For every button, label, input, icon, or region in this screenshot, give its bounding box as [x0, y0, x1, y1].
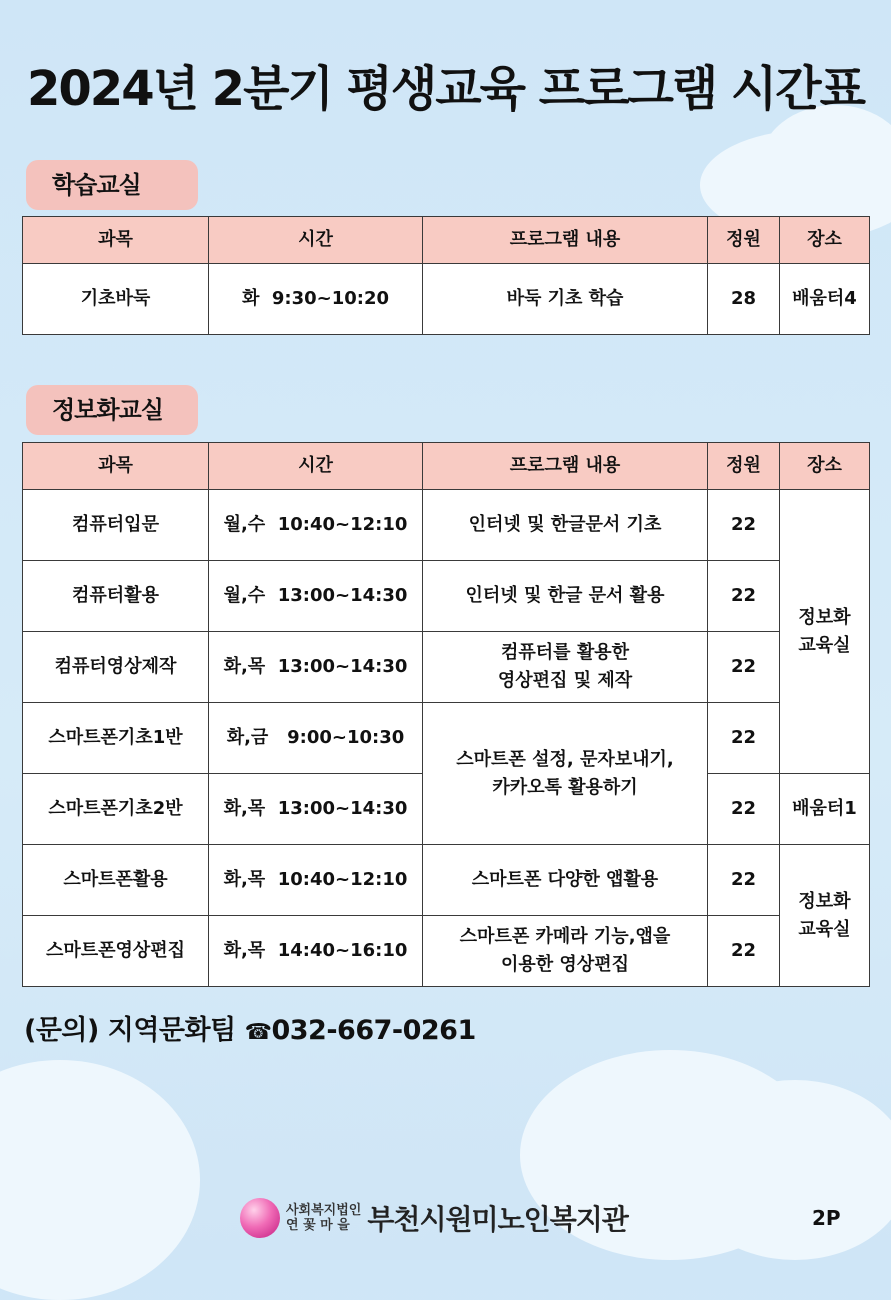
cell-content: 바둑 기초 학습 — [423, 264, 708, 335]
cell-time: 화,목 13:00~14:30 — [209, 774, 423, 845]
table-row — [23, 561, 870, 632]
content-line: 컴퓨터를 활용한 — [501, 642, 629, 664]
column-header-time: 시간 — [209, 443, 423, 490]
cell-content — [423, 632, 708, 703]
column-header-time: 시간 — [209, 217, 423, 264]
cell-time: 월,수 13:00~14:30 — [209, 561, 423, 632]
cell-capacity: 22 — [708, 703, 780, 774]
cloud-decoration — [0, 1060, 200, 1300]
cell-content-merged — [423, 703, 708, 845]
cell-subject: 컴퓨터영상제작 — [23, 632, 209, 703]
table-row — [23, 632, 870, 703]
cell-content — [423, 916, 708, 987]
cell-capacity: 22 — [708, 632, 780, 703]
foundation-line: 사회복지법인 — [286, 1203, 362, 1218]
table-row — [23, 490, 870, 561]
column-header-place: 장소 — [780, 217, 870, 264]
cell-subject: 컴퓨터입문 — [23, 490, 209, 561]
cell-subject: 스마트폰영상편집 — [23, 916, 209, 987]
content-line: 스마트폰 카메라 기능,앱을 — [459, 926, 671, 948]
column-header-subject: 과목 — [23, 443, 209, 490]
content-line: 이용한 영상편집 — [501, 954, 629, 975]
content-line: 카카오톡 활용하기 — [492, 776, 638, 798]
cell-capacity: 22 — [708, 916, 780, 987]
foundation-name — [286, 1203, 361, 1233]
column-header-capacity: 정원 — [708, 443, 780, 490]
cell-subject: 기초바둑 — [23, 264, 209, 335]
content-line: 영상편집 및 제작 — [497, 670, 633, 691]
cell-place: 배움터4 — [780, 264, 870, 335]
contact-info — [24, 1008, 476, 1047]
learning-table — [22, 216, 870, 335]
phone-icon: ☎ — [244, 1020, 272, 1045]
center-name: 부천시원미노인복지관 — [367, 1203, 628, 1236]
column-header-place: 장소 — [780, 443, 870, 490]
content-line: 스마트폰 설정, 문자보내기, — [456, 748, 674, 770]
column-header-content: 프로그램 내용 — [423, 443, 708, 490]
cell-time: 화,목 10:40~12:10 — [209, 845, 423, 916]
cell-capacity: 22 — [708, 774, 780, 845]
cell-subject: 컴퓨터활용 — [23, 561, 209, 632]
cell-capacity: 22 — [708, 561, 780, 632]
cell-content: 스마트폰 다양한 앱활용 — [423, 845, 708, 916]
section-label-info: 정보화교실 — [26, 385, 198, 435]
cell-content: 인터넷 및 한글문서 기초 — [423, 490, 708, 561]
table-header-row — [23, 217, 870, 264]
lotus-logo-icon — [240, 1198, 280, 1238]
section-label-learning: 학습교실 — [26, 160, 198, 210]
foundation-line: 연 꽃 마 을 — [286, 1218, 350, 1233]
place-line: 정보화 — [798, 890, 851, 912]
cell-place-merged — [780, 490, 870, 774]
contact-phone: 032-667-0261 — [271, 1015, 476, 1046]
cell-capacity: 22 — [708, 490, 780, 561]
contact-prefix: (문의) 지역문화팀 — [24, 1015, 236, 1046]
place-line: 교육실 — [798, 634, 851, 656]
table-row — [23, 264, 870, 335]
cell-subject: 스마트폰기초1반 — [23, 703, 209, 774]
cell-time: 화 9:30~10:20 — [209, 264, 423, 335]
table-header-row — [23, 443, 870, 490]
column-header-capacity: 정원 — [708, 217, 780, 264]
place-line: 교육실 — [798, 918, 851, 940]
cell-time: 화,금 9:00~10:30 — [209, 703, 423, 774]
cell-subject: 스마트폰활용 — [23, 845, 209, 916]
cell-capacity: 22 — [708, 845, 780, 916]
page-title: 2024년 2분기 평생교육 프로그램 시간표 — [27, 61, 864, 117]
cell-capacity: 28 — [708, 264, 780, 335]
info-table — [22, 442, 870, 987]
column-header-subject: 과목 — [23, 217, 209, 264]
cell-content: 인터넷 및 한글 문서 활용 — [423, 561, 708, 632]
footer-logo — [240, 1198, 628, 1238]
cell-subject: 스마트폰기초2반 — [23, 774, 209, 845]
page-number: 2P — [812, 1206, 841, 1230]
cell-place-merged — [780, 845, 870, 987]
cell-place: 배움터1 — [780, 774, 870, 845]
table-row — [23, 703, 870, 774]
cell-time: 화,목 14:40~16:10 — [209, 916, 423, 987]
cell-time: 화,목 13:00~14:30 — [209, 632, 423, 703]
cell-time: 월,수 10:40~12:10 — [209, 490, 423, 561]
table-row — [23, 845, 870, 916]
place-line: 정보화 — [798, 606, 851, 628]
table-row — [23, 916, 870, 987]
column-header-content: 프로그램 내용 — [423, 217, 708, 264]
